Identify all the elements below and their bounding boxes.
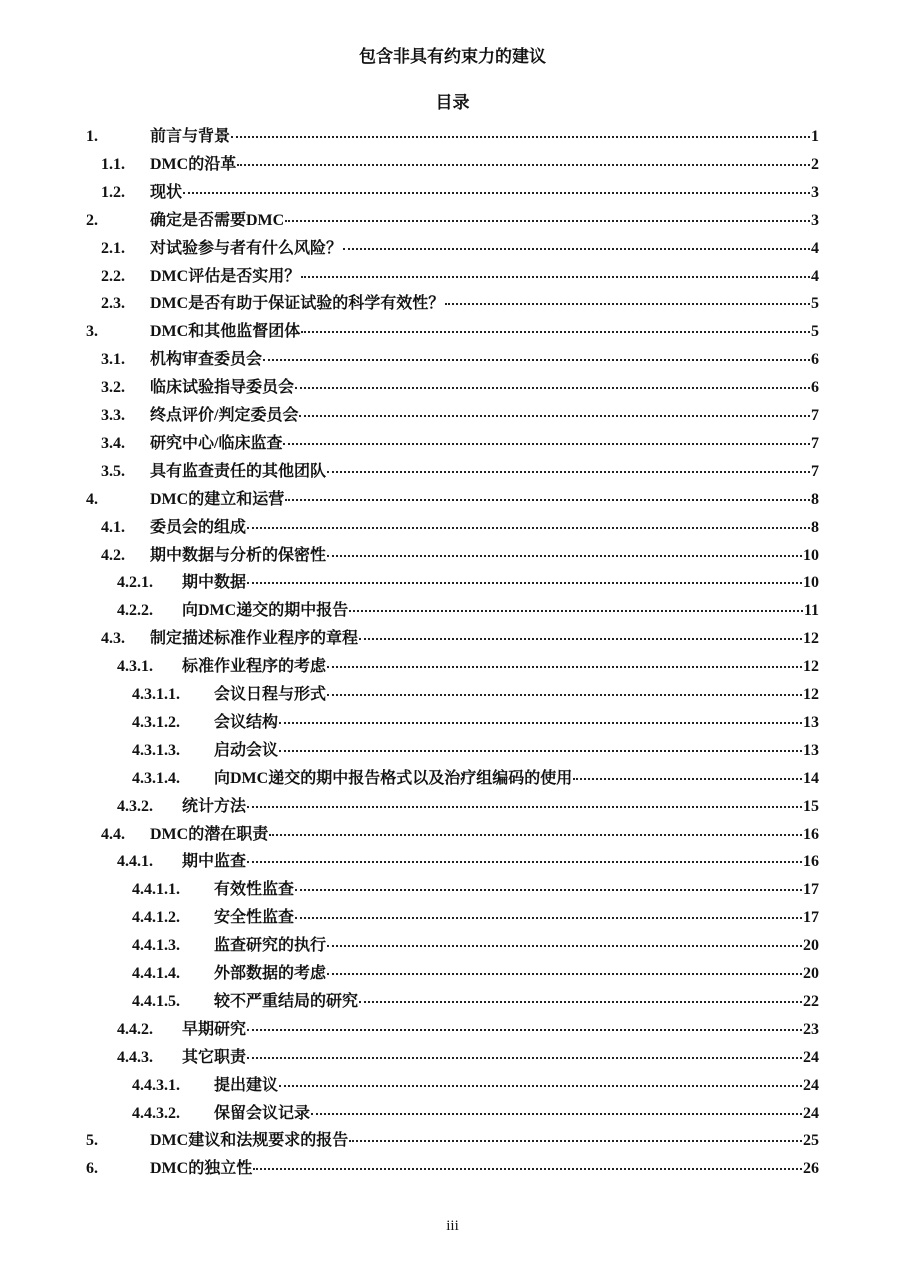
toc-entry-title: 研究中心/临床监查: [150, 434, 283, 452]
toc-entry-page: 5: [811, 295, 819, 313]
toc-entry-page: 4: [811, 239, 819, 257]
toc-entry[interactable]: [101, 822, 819, 848]
toc-dot-leader: [279, 750, 802, 752]
toc-entry-title: 安全性监查: [214, 909, 295, 927]
toc-entry-number: 4.3.: [101, 630, 125, 648]
toc-entry[interactable]: [86, 487, 819, 513]
document-header: 包含非具有约束力的建议: [359, 47, 546, 66]
toc-entry[interactable]: [132, 1073, 819, 1099]
toc-entry[interactable]: [86, 1128, 819, 1154]
toc-entry[interactable]: [101, 515, 819, 541]
toc-entry-page: 4: [811, 267, 819, 285]
toc-dot-leader: [247, 582, 802, 584]
toc-entry[interactable]: [101, 236, 819, 262]
toc-entry[interactable]: [101, 291, 819, 317]
toc-dot-leader: [311, 1113, 802, 1115]
toc-entry-number: 3.1.: [101, 351, 125, 369]
toc-entry-title: 期中数据: [182, 574, 247, 592]
toc-dot-leader: [253, 1168, 802, 1170]
toc-dot-leader: [295, 917, 802, 919]
toc-entry-number: 4.4.3.2.: [132, 1104, 180, 1122]
toc-dot-leader: [279, 1085, 802, 1087]
toc-entry-number: 4.2.: [101, 546, 125, 564]
toc-entry-number: 4.3.1.1.: [132, 686, 180, 703]
toc-entry-title: 期中数据与分析的保密性: [150, 546, 327, 564]
toc-entry[interactable]: [101, 431, 819, 457]
toc-entry[interactable]: [117, 1017, 819, 1043]
toc-dot-leader: [301, 331, 810, 333]
toc-dot-leader: [299, 415, 810, 417]
toc-entry[interactable]: [101, 180, 819, 206]
toc-entry-number: 3.3.: [101, 407, 125, 424]
toc-entry-title: 制定描述标准作业程序的章程: [150, 630, 359, 648]
toc-entry-page: 22: [803, 992, 819, 1010]
toc-entry-title: 启动会议: [214, 741, 279, 759]
toc-dot-leader: [279, 722, 802, 724]
toc-dot-leader: [247, 1029, 802, 1031]
toc-entry[interactable]: [132, 905, 819, 931]
toc-entry-page: 14: [803, 769, 819, 787]
toc-entry-page: 7: [811, 462, 819, 480]
toc-entry-number: 4.4.1.5.: [132, 992, 180, 1010]
toc-entry-page: 6: [811, 379, 819, 397]
toc-entry-page: 26: [803, 1160, 819, 1178]
toc-entry[interactable]: [101, 264, 819, 290]
toc-entry-number: 2.3.: [101, 295, 125, 313]
toc-entry-page: 2: [811, 155, 819, 173]
toc-entry-number: 6.: [86, 1160, 98, 1178]
toc-entry-title: 会议结构: [214, 713, 279, 731]
toc-entry-number: 4.4.: [101, 825, 125, 843]
toc-dot-leader: [237, 164, 810, 166]
toc-entry-page: 20: [803, 965, 819, 982]
toc-dot-leader: [247, 806, 802, 808]
toc-entry-title: DMC的建立和运营: [150, 490, 285, 508]
toc-dot-leader: [445, 303, 810, 305]
toc-entry-title: 监查研究的执行: [214, 937, 327, 955]
toc-dot-leader: [327, 666, 802, 668]
toc-entry-title: DMC和其他监督团体: [150, 323, 301, 341]
toc-dot-leader: [285, 220, 810, 222]
toc-entry-title: DMC的独立性: [150, 1160, 253, 1178]
toc-entry[interactable]: [132, 961, 819, 987]
toc-entry-page: 10: [803, 546, 819, 564]
toc-entry[interactable]: [86, 1156, 819, 1182]
toc-entry[interactable]: [132, 766, 819, 792]
toc-dot-leader: [349, 610, 803, 612]
toc-dot-leader: [295, 889, 802, 891]
toc-dot-leader: [247, 1057, 802, 1059]
toc-dot-leader: [573, 778, 802, 780]
toc-entry[interactable]: [132, 877, 819, 903]
toc-dot-leader: [269, 834, 802, 836]
toc-entry-title: 向DMC递交的期中报告格式以及治疗组编码的使用: [214, 769, 573, 787]
toc-dot-leader: [327, 973, 802, 975]
toc-entry-page: 3: [811, 211, 819, 229]
toc-entry-number: 2.2.: [101, 267, 125, 285]
toc-entry-number: 4.4.1.3.: [132, 937, 180, 955]
toc-dot-leader: [359, 1001, 802, 1003]
toc-entry[interactable]: [132, 710, 819, 736]
toc-entry-title: 现状: [150, 183, 183, 201]
toc-entry-title: 外部数据的考虑: [214, 965, 327, 982]
toc-entry-number: 3.2.: [101, 379, 125, 397]
toc-entry-title: 保留会议记录: [214, 1104, 311, 1122]
toc-entry-number: 4.4.2.: [117, 1020, 153, 1038]
toc-entry-title: 机构审查委员会: [150, 351, 263, 369]
toc-entry[interactable]: [101, 152, 819, 178]
toc-entry-title: 统计方法: [182, 797, 247, 815]
toc-entry-number: 4.3.2.: [117, 797, 153, 815]
toc-dot-leader: [283, 443, 810, 445]
toc-entry-number: 4.4.1.1.: [132, 881, 180, 899]
toc-entry-title: 早期研究: [182, 1020, 247, 1038]
toc-entry-page: 12: [803, 658, 819, 676]
toc-dot-leader: [327, 555, 802, 557]
toc-entry-title: 临床试验指导委员会: [150, 379, 295, 397]
toc-entry-number: 1.: [86, 128, 98, 145]
toc-dot-leader: [349, 1140, 802, 1142]
toc-entry-page: 12: [803, 686, 819, 703]
toc-entry-title: DMC的沿革: [150, 155, 237, 173]
toc-entry-number: 1.1.: [101, 155, 125, 173]
toc-entry-number: 4.3.1.3.: [132, 741, 180, 759]
toc-entry-title: 较不严重结局的研究: [214, 992, 359, 1010]
toc-entry[interactable]: [101, 626, 819, 652]
toc-entry-page: 8: [811, 518, 819, 536]
toc-dot-leader: [183, 192, 810, 194]
toc-entry-title: DMC评估是否实用？: [150, 267, 301, 285]
toc-entry-title: DMC是否有助于保证试验的科学有效性？: [150, 295, 445, 313]
toc-entry[interactable]: [117, 654, 819, 680]
toc-entry-title: 委员会的组成: [150, 518, 247, 536]
toc-entry-page: 5: [811, 323, 819, 341]
toc-entry[interactable]: [101, 347, 819, 373]
toc-entry-page: 12: [803, 630, 819, 648]
toc-dot-leader: [327, 694, 802, 696]
toc-dot-leader: [263, 359, 810, 361]
toc-dot-leader: [359, 638, 802, 640]
toc-entry-page: 16: [803, 825, 819, 843]
toc-entry-number: 3.5.: [101, 462, 125, 480]
toc-entry-number: 4.1.: [101, 518, 125, 536]
toc-entry-number: 4.3.1.2.: [132, 713, 180, 731]
toc-entry-page: 24: [803, 1048, 819, 1066]
toc-entry[interactable]: [117, 1045, 819, 1071]
toc-entry-number: 4.2.2.: [117, 602, 153, 620]
toc-entry-page: 6: [811, 351, 819, 369]
toc-title: 目录: [435, 93, 470, 112]
toc-entry-number: 2.1.: [101, 239, 125, 257]
toc-entry-title: 会议日程与形式: [214, 686, 327, 703]
toc-entry-number: 1.2.: [101, 183, 125, 201]
toc-entry[interactable]: [86, 208, 819, 234]
toc-entry-number: 4.2.1.: [117, 574, 153, 592]
toc-entry-number: 4.3.1.4.: [132, 769, 180, 787]
page-number: iii: [446, 1218, 459, 1234]
toc-entry-title: DMC建议和法规要求的报告: [150, 1132, 349, 1150]
toc-entry-title: 确定是否需要DMC: [150, 211, 285, 229]
toc-entry[interactable]: [101, 375, 819, 401]
toc-dot-leader: [295, 387, 810, 389]
toc-entry-number: 4.4.3.: [117, 1048, 153, 1066]
toc-entry-page: 24: [803, 1104, 819, 1122]
toc-entry-number: 4.3.1.: [117, 658, 153, 676]
toc-entry-page: 3: [811, 183, 819, 201]
toc-dot-leader: [343, 248, 810, 250]
toc-entry-page: 24: [803, 1076, 819, 1094]
toc-entry-page: 7: [811, 407, 819, 424]
toc-dot-leader: [247, 527, 810, 529]
toc-entry[interactable]: [132, 933, 819, 959]
toc-entry-page: 13: [803, 741, 819, 759]
toc-entry[interactable]: [132, 738, 819, 764]
toc-entry[interactable]: [132, 989, 819, 1015]
toc-entry-title: 具有监查责任的其他团队: [150, 462, 327, 480]
toc-dot-leader: [231, 136, 810, 138]
toc-dot-leader: [327, 471, 810, 473]
toc-entry[interactable]: [86, 319, 819, 345]
toc-entry-page: 10: [803, 574, 819, 592]
toc-entry-title: 提出建议: [214, 1076, 279, 1094]
toc-entry-number: 4.4.3.1.: [132, 1076, 180, 1094]
toc-entry-title: 对试验参与者有什么风险？: [150, 239, 343, 257]
toc-entry-title: 前言与背景: [150, 128, 231, 145]
toc-entry-number: 4.4.1.2.: [132, 909, 180, 927]
toc-entry-page: 1: [811, 128, 819, 145]
toc-entry[interactable]: [132, 682, 819, 708]
toc-entry-number: 3.4.: [101, 434, 125, 452]
toc-entry-page: 11: [803, 602, 819, 620]
toc-entry[interactable]: [117, 849, 819, 875]
toc-entry-page: 17: [803, 909, 819, 927]
toc-entry-page: 17: [803, 881, 819, 899]
toc-entry-title: 标准作业程序的考虑: [182, 658, 327, 676]
toc-entry[interactable]: [117, 598, 819, 624]
toc-entry-page: 16: [803, 853, 819, 871]
toc-entry-number: 2.: [86, 211, 98, 229]
toc-entry-page: 13: [803, 713, 819, 731]
toc-entry[interactable]: [101, 459, 819, 485]
toc-entry-number: 4.: [86, 490, 98, 508]
toc-dot-leader: [247, 861, 802, 863]
toc-entry-number: 4.4.1.: [117, 853, 153, 871]
toc-entry-number: 3.: [86, 323, 98, 341]
toc-entry-title: 向DMC递交的期中报告: [182, 602, 349, 620]
toc-entry-title: 有效性监查: [214, 881, 295, 899]
toc-entry[interactable]: [117, 794, 819, 820]
toc-entry-page: 20: [803, 937, 819, 955]
toc-entry-title: DMC的潜在职责: [150, 825, 269, 843]
toc-entry[interactable]: [117, 570, 819, 596]
toc-entry-page: 8: [811, 490, 819, 508]
toc-dot-leader: [301, 276, 810, 278]
toc-entry-page: 25: [803, 1132, 819, 1150]
toc-entry-page: 15: [803, 797, 819, 815]
toc-entry[interactable]: [132, 1101, 819, 1127]
toc-dot-leader: [327, 945, 802, 947]
toc-entry-title: 其它职责: [182, 1048, 247, 1066]
toc-dot-leader: [285, 499, 810, 501]
toc-entry-title: 终点评价/判定委员会: [150, 407, 299, 424]
toc-entry-number: 4.4.1.4.: [132, 965, 180, 982]
toc-entry-page: 7: [811, 434, 819, 452]
toc-entry[interactable]: [101, 403, 819, 429]
toc-entry-title: 期中监查: [182, 853, 247, 871]
toc-entry[interactable]: [101, 543, 819, 569]
toc-entry-page: 23: [803, 1020, 819, 1038]
toc-entry[interactable]: [86, 124, 819, 150]
toc-entry-number: 5.: [86, 1132, 98, 1150]
